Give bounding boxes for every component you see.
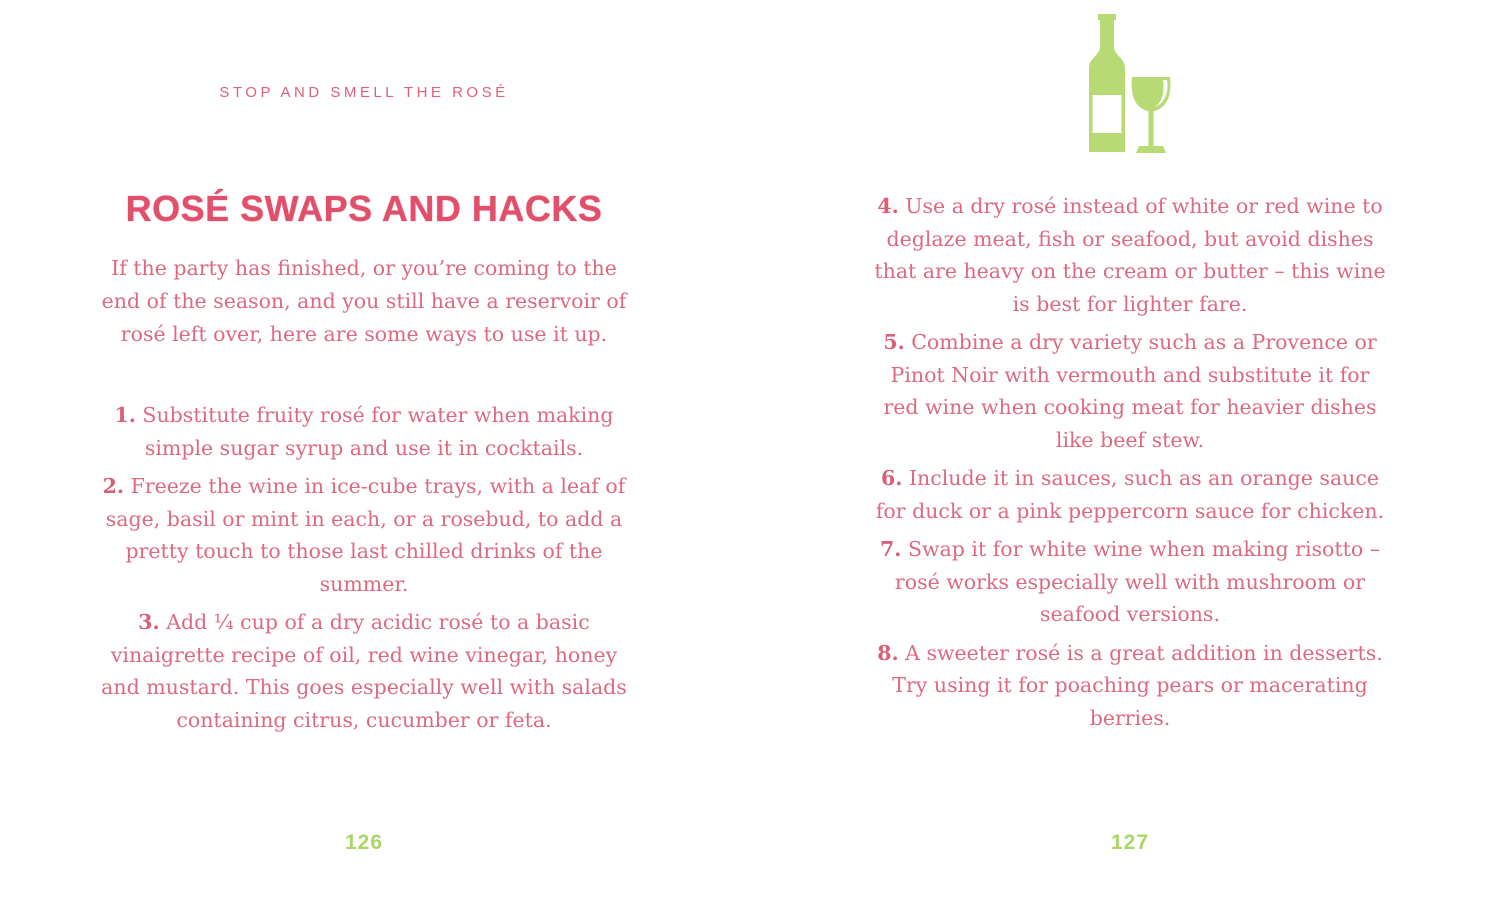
list-item xyxy=(96,606,632,736)
running-header: STOP AND SMELL THE ROSÉ xyxy=(219,84,509,101)
list-item xyxy=(96,470,632,600)
left-page xyxy=(96,0,632,909)
list-item xyxy=(870,326,1390,456)
item-number: 2. xyxy=(102,474,125,498)
item-text: Add ¼ cup of a dry acidic rosé to a basic vinaigrette recipe of oil, red wine vinegar, honey and mustard. This goes especially well with salads containing citrus, cucumber or feta. xyxy=(101,610,627,732)
right-page xyxy=(870,0,1390,909)
item-text: Include it in sauces, such as an orange sauce for duck or a pink peppercorn sauce for chicken. xyxy=(875,466,1385,523)
item-number: 5. xyxy=(883,330,905,354)
page-number: 127 xyxy=(1110,831,1150,854)
list-item xyxy=(96,399,632,464)
list-item xyxy=(870,533,1390,631)
intro-paragraph: If the party has finished, or you’re coming to the end of the season, and you still have a reservoir of rosé left over, here are some ways to use it up. xyxy=(101,256,627,346)
item-text: Combine a dry variety such as a Provence or Pinot Noir with vermouth and substitute it for red wine when cooking meat for heavier dishes like beef stew. xyxy=(883,330,1377,452)
tips-list-left xyxy=(96,399,632,742)
item-text: Swap it for white wine when making risotto – rosé works especially well with mushroom or seafood versions. xyxy=(894,537,1380,626)
item-number: 6. xyxy=(881,466,903,490)
page-number: 126 xyxy=(344,831,384,854)
item-text: A sweeter rosé is a great addition in desserts. Try using it for poaching pears or macerating berries. xyxy=(892,640,1383,730)
item-text: Substitute fruity rosé for water when making simple sugar syrup and use it in cocktails. xyxy=(142,403,614,460)
item-text: Use a dry rosé instead of white or red wine to deglaze meat, fish or seafood, but avoid dishes that are heavy on the cream or butter – this wine is best for lighter fare. xyxy=(874,194,1386,316)
item-number: 8. xyxy=(877,640,899,665)
list-item xyxy=(870,190,1390,320)
list-item xyxy=(870,462,1390,527)
item-number: 3. xyxy=(138,610,160,634)
wine-bottle-and-glass-icon xyxy=(870,14,1390,164)
item-number: 1. xyxy=(114,403,136,427)
tips-list-right xyxy=(870,190,1390,740)
chapter-title: ROSÉ SWAPS AND HACKS xyxy=(125,188,603,229)
item-number: 7. xyxy=(880,537,902,561)
list-item xyxy=(870,637,1390,735)
item-text: Freeze the wine in ice-cube trays, with a leaf of sage, basil or mint in each, or a rosebud, to add a pretty touch to those last chilled drinks of the summer. xyxy=(105,474,626,596)
item-number: 4. xyxy=(877,194,899,218)
